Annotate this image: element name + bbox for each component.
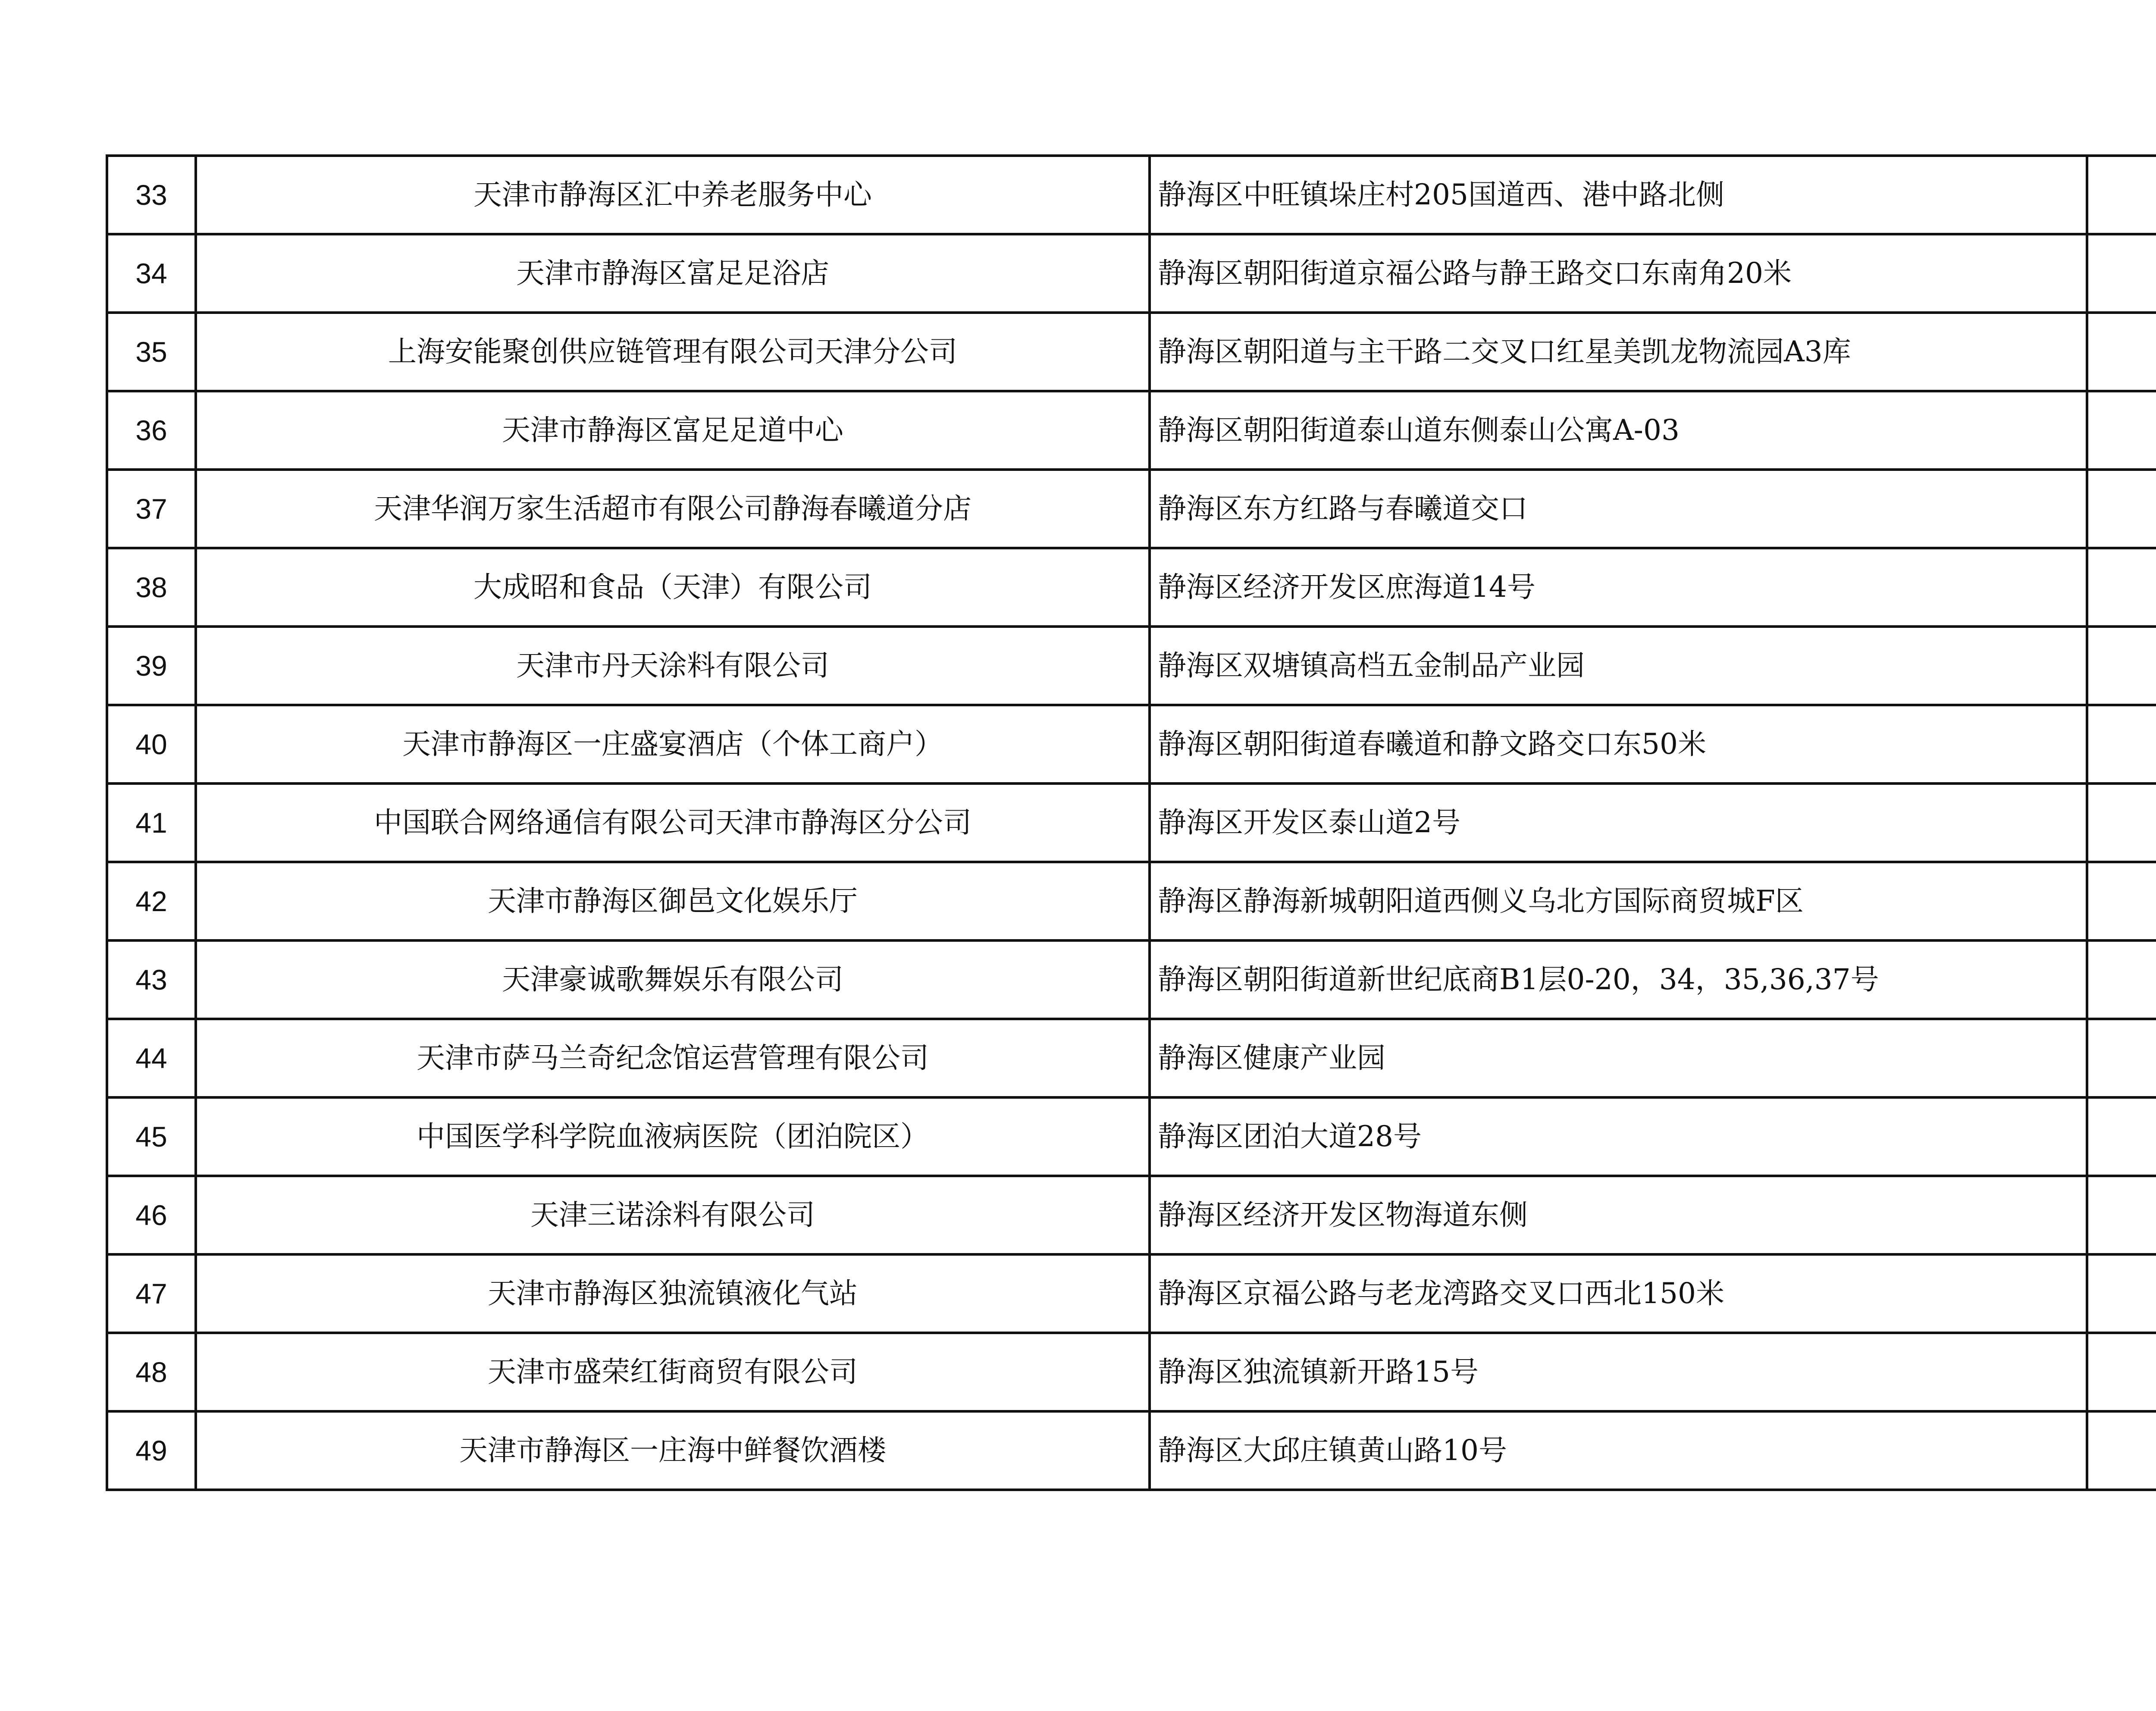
result-cell (2087, 1097, 2156, 1176)
result-cell (2087, 627, 2156, 705)
table-row (107, 234, 2156, 313)
address-cell: 静海区团泊大道28号 (1150, 1097, 2087, 1176)
company-name-cell: 天津华润万家生活超市有限公司静海春曦道分店 (196, 470, 1150, 548)
company-name-cell: 天津三诺涂料有限公司 (196, 1176, 1150, 1254)
address-cell: 静海区朝阳道与主干路二交叉口红星美凯龙物流园A3库 (1150, 313, 2087, 391)
result-cell (2087, 548, 2156, 627)
row-number-cell: 49 (107, 1411, 196, 1490)
row-number-cell: 34 (107, 234, 196, 313)
company-name-cell: 天津市静海区汇中养老服务中心 (196, 156, 1150, 234)
table-row (107, 1019, 2156, 1097)
row-number-cell: 37 (107, 470, 196, 548)
table-body (107, 156, 2156, 1490)
result-cell (2087, 470, 2156, 548)
result-cell (2087, 391, 2156, 470)
row-number-cell: 42 (107, 862, 196, 940)
result-cell (2087, 234, 2156, 313)
row-number-cell: 47 (107, 1254, 196, 1333)
table-row (107, 1254, 2156, 1333)
company-name-cell: 天津市静海区一庄盛宴酒店（个体工商户） (196, 705, 1150, 783)
address-cell: 静海区静海新城朝阳道西侧义乌北方国际商贸城F区 (1150, 862, 2087, 940)
table-row (107, 156, 2156, 234)
row-number-cell: 41 (107, 783, 196, 862)
address-cell: 静海区朝阳街道春曦道和静文路交口东50米 (1150, 705, 2087, 783)
company-name-cell: 天津市静海区富足足道中心 (196, 391, 1150, 470)
address-cell: 静海区中旺镇垛庄村205国道西、港中路北侧 (1150, 156, 2087, 234)
table-row (107, 783, 2156, 862)
result-cell (2087, 1411, 2156, 1490)
row-number-cell: 36 (107, 391, 196, 470)
table-row (107, 1097, 2156, 1176)
result-cell (2087, 705, 2156, 783)
company-name-cell: 中国联合网络通信有限公司天津市静海区分公司 (196, 783, 1150, 862)
address-cell: 静海区京福公路与老龙湾路交叉口西北150米 (1150, 1254, 2087, 1333)
company-name-cell: 中国医学科学院血液病医院（团泊院区） (196, 1097, 1150, 1176)
row-number-cell: 39 (107, 627, 196, 705)
table-row (107, 548, 2156, 627)
result-cell (2087, 313, 2156, 391)
row-number-cell: 45 (107, 1097, 196, 1176)
table-row (107, 1333, 2156, 1411)
company-name-cell: 大成昭和食品（天津）有限公司 (196, 548, 1150, 627)
table-row (107, 313, 2156, 391)
address-cell: 静海区开发区泰山道2号 (1150, 783, 2087, 862)
address-cell: 静海区独流镇新开路15号 (1150, 1333, 2087, 1411)
row-number-cell: 46 (107, 1176, 196, 1254)
table-row (107, 862, 2156, 940)
result-cell (2087, 783, 2156, 862)
table-row (107, 470, 2156, 548)
company-name-cell: 天津市萨马兰奇纪念馆运营管理有限公司 (196, 1019, 1150, 1097)
row-number-cell: 43 (107, 940, 196, 1019)
row-number-cell: 33 (107, 156, 196, 234)
company-name-cell: 天津市静海区富足足浴店 (196, 234, 1150, 313)
company-name-cell: 天津市丹天涂料有限公司 (196, 627, 1150, 705)
result-cell (2087, 1019, 2156, 1097)
row-number-cell: 35 (107, 313, 196, 391)
table-row (107, 1411, 2156, 1490)
address-cell: 静海区东方红路与春曦道交口 (1150, 470, 2087, 548)
address-cell: 静海区朝阳街道泰山道东侧泰山公寓A-03 (1150, 391, 2087, 470)
company-name-cell: 天津豪诚歌舞娱乐有限公司 (196, 940, 1150, 1019)
row-number-cell: 40 (107, 705, 196, 783)
address-cell: 静海区双塘镇高档五金制品产业园 (1150, 627, 2087, 705)
result-cell (2087, 1254, 2156, 1333)
address-cell: 静海区朝阳街道京福公路与静王路交口东南角20米 (1150, 234, 2087, 313)
company-name-cell: 天津市静海区独流镇液化气站 (196, 1254, 1150, 1333)
address-cell: 静海区经济开发区庶海道14号 (1150, 548, 2087, 627)
address-cell: 静海区大邱庄镇黄山路10号 (1150, 1411, 2087, 1490)
result-cell (2087, 1333, 2156, 1411)
result-cell (2087, 1176, 2156, 1254)
result-cell (2087, 940, 2156, 1019)
address-cell: 静海区健康产业园 (1150, 1019, 2087, 1097)
table-row (107, 1176, 2156, 1254)
table-row (107, 940, 2156, 1019)
address-cell: 静海区朝阳街道新世纪底商B1层0-20，34，35,36,37号 (1150, 940, 2087, 1019)
company-name-cell: 天津市盛荣红街商贸有限公司 (196, 1333, 1150, 1411)
table-row (107, 705, 2156, 783)
table-row (107, 391, 2156, 470)
address-cell: 静海区经济开发区物海道东侧 (1150, 1176, 2087, 1254)
company-name-cell: 上海安能聚创供应链管理有限公司天津分公司 (196, 313, 1150, 391)
row-number-cell: 48 (107, 1333, 196, 1411)
table-row (107, 627, 2156, 705)
row-number-cell: 38 (107, 548, 196, 627)
result-cell (2087, 862, 2156, 940)
company-name-cell: 天津市静海区一庄海中鲜餐饮酒楼 (196, 1411, 1150, 1490)
result-cell (2087, 156, 2156, 234)
company-name-cell: 天津市静海区御邑文化娱乐厅 (196, 862, 1150, 940)
inspection-results-table (106, 154, 2156, 1491)
row-number-cell: 44 (107, 1019, 196, 1097)
